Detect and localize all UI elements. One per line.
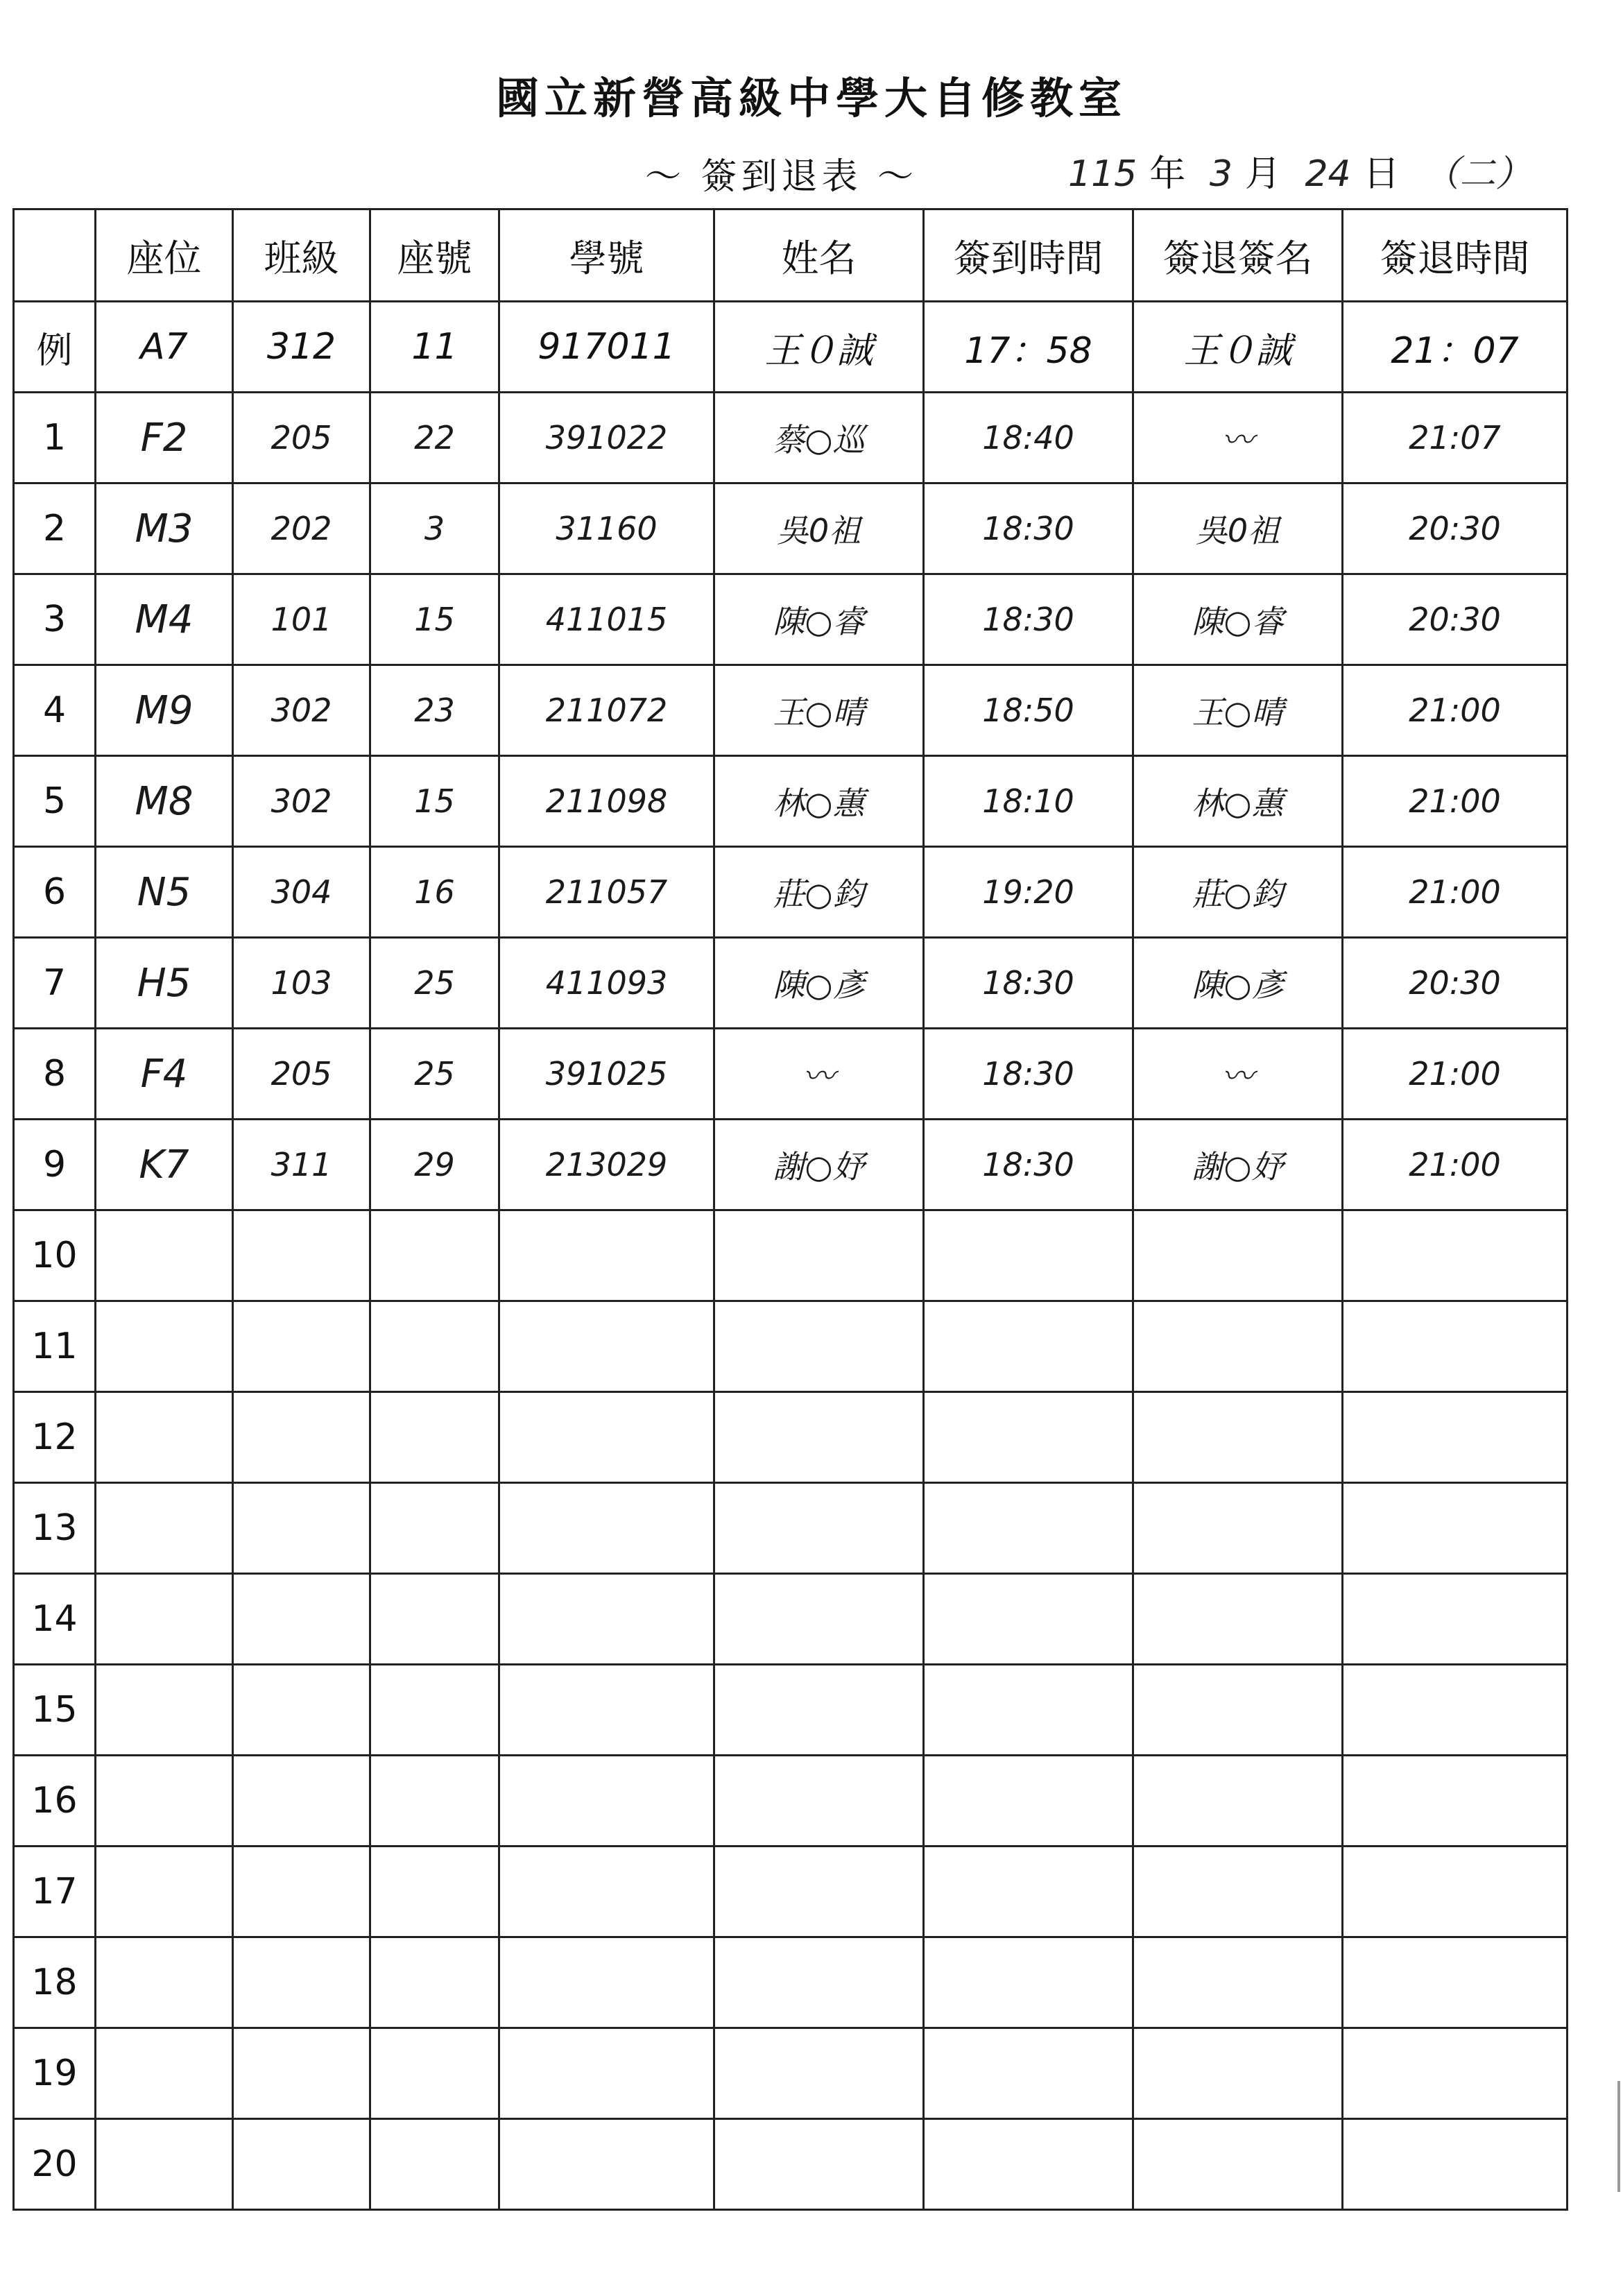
cell-name xyxy=(714,1847,924,1937)
table-row xyxy=(14,2119,1568,2210)
cell-sign-in-time: 18:50 xyxy=(924,665,1133,756)
cell-class: 103 xyxy=(233,938,370,1029)
row-label: 5 xyxy=(14,756,96,847)
cell-class xyxy=(233,1210,370,1301)
cell-sign-in-time xyxy=(924,1483,1133,1574)
cell-student-id: 213029 xyxy=(499,1120,714,1210)
cell-class xyxy=(233,1483,370,1574)
cell-class: 205 xyxy=(233,393,370,483)
cell-class: 101 xyxy=(233,574,370,665)
date-weekday: （二） xyxy=(1423,153,1532,195)
cell-sign-out-time xyxy=(1343,1210,1568,1301)
cell-sign-out-time xyxy=(1343,1301,1568,1392)
row-label: 4 xyxy=(14,665,96,756)
col-header-number: 座號 xyxy=(370,209,499,302)
table-row xyxy=(14,1847,1568,1937)
row-label: 15 xyxy=(14,1665,96,1756)
row-label: 10 xyxy=(14,1210,96,1301)
table-row xyxy=(14,1029,1568,1120)
table-row xyxy=(14,483,1568,574)
cell-student-id xyxy=(499,1937,714,2028)
cell-sign-out-name xyxy=(1133,2028,1343,2119)
table-row xyxy=(14,1301,1568,1392)
cell-seat xyxy=(96,1210,233,1301)
date-month-unit: 月 xyxy=(1244,153,1281,195)
cell-number xyxy=(370,1665,499,1756)
cell-number xyxy=(370,1937,499,2028)
cell-sign-out-name xyxy=(1133,1392,1343,1483)
cell-number xyxy=(370,2028,499,2119)
cell-name xyxy=(714,1937,924,2028)
cell-sign-out-time xyxy=(1343,2119,1568,2210)
cell-sign-out-name xyxy=(1133,1665,1343,1756)
cell-number: 23 xyxy=(370,665,499,756)
cell-student-id: 211098 xyxy=(499,756,714,847)
cell-seat xyxy=(96,1574,233,1665)
row-label: 例 xyxy=(14,302,96,393)
cell-sign-out-name xyxy=(1133,1574,1343,1665)
cell-name: 陳○彥 xyxy=(714,938,924,1029)
sign-in-out-table xyxy=(12,208,1568,2211)
cell-seat xyxy=(96,1483,233,1574)
cell-seat xyxy=(96,2028,233,2119)
table-row xyxy=(14,2028,1568,2119)
cell-sign-out-name: 莊○鈞 xyxy=(1133,847,1343,938)
cell-sign-out-name: 吳0祖 xyxy=(1133,483,1343,574)
cell-student-id xyxy=(499,1756,714,1847)
cell-sign-out-name xyxy=(1133,2119,1343,2210)
cell-name xyxy=(714,1574,924,1665)
cell-sign-out-time xyxy=(1343,1756,1568,1847)
cell-seat xyxy=(96,2119,233,2210)
row-label: 7 xyxy=(14,938,96,1029)
cell-number xyxy=(370,1756,499,1847)
cell-class: 302 xyxy=(233,756,370,847)
date-year: 115 xyxy=(1068,153,1137,195)
cell-sign-in-time: 18:30 xyxy=(924,1029,1133,1120)
row-label: 14 xyxy=(14,1574,96,1665)
table-row xyxy=(14,1120,1568,1210)
cell-student-id: 391022 xyxy=(499,393,714,483)
cell-sign-in-time: 18:10 xyxy=(924,756,1133,847)
row-label: 16 xyxy=(14,1756,96,1847)
cell-name xyxy=(714,1665,924,1756)
cell-seat: M4 xyxy=(96,574,233,665)
cell-sign-out-time: 20:30 xyxy=(1343,574,1568,665)
row-label: 19 xyxy=(14,2028,96,2119)
table-row xyxy=(14,756,1568,847)
cell-sign-out-time: 21:07 xyxy=(1343,393,1568,483)
cell-sign-out-time: 20:30 xyxy=(1343,938,1568,1029)
cell-seat xyxy=(96,1301,233,1392)
cell-student-id xyxy=(499,2119,714,2210)
table-row xyxy=(14,665,1568,756)
cell-class xyxy=(233,1301,370,1392)
row-label: 20 xyxy=(14,2119,96,2210)
table-row xyxy=(14,1665,1568,1756)
scan-margin-mark xyxy=(1617,2081,1620,2192)
col-header-name: 姓名 xyxy=(714,209,924,302)
cell-student-id xyxy=(499,1301,714,1392)
cell-seat xyxy=(96,1665,233,1756)
cell-sign-out-time: 20:30 xyxy=(1343,483,1568,574)
cell-student-id: 211072 xyxy=(499,665,714,756)
cell-sign-out-time xyxy=(1343,1483,1568,1574)
row-label: 11 xyxy=(14,1301,96,1392)
row-label: 6 xyxy=(14,847,96,938)
cell-class xyxy=(233,1847,370,1937)
row-label: 2 xyxy=(14,483,96,574)
cell-class xyxy=(233,1937,370,2028)
cell-sign-out-time xyxy=(1343,1574,1568,1665)
cell-sign-out-time: 21:00 xyxy=(1343,1120,1568,1210)
cell-student-id: 917011 xyxy=(499,302,714,393)
col-header-index xyxy=(14,209,96,302)
cell-sign-out-time: 21:00 xyxy=(1343,665,1568,756)
date-year-unit: 年 xyxy=(1149,153,1186,195)
cell-name: 林○蕙 xyxy=(714,756,924,847)
cell-sign-in-time: 19:20 xyxy=(924,847,1133,938)
cell-student-id: 211057 xyxy=(499,847,714,938)
cell-seat xyxy=(96,1847,233,1937)
cell-seat: M8 xyxy=(96,756,233,847)
col-header-seat: 座位 xyxy=(96,209,233,302)
row-label: 17 xyxy=(14,1847,96,1937)
cell-sign-in-time: 17：58 xyxy=(924,302,1133,393)
cell-sign-out-name xyxy=(1133,1301,1343,1392)
cell-sign-in-time: 18:40 xyxy=(924,393,1133,483)
cell-name xyxy=(714,1392,924,1483)
cell-number: 25 xyxy=(370,1029,499,1120)
entry-rows xyxy=(14,393,1568,2210)
cell-seat: F2 xyxy=(96,393,233,483)
row-label: 18 xyxy=(14,1937,96,2028)
cell-student-id: 411015 xyxy=(499,574,714,665)
cell-class xyxy=(233,1756,370,1847)
cell-number xyxy=(370,1847,499,1937)
cell-class: 304 xyxy=(233,847,370,938)
cell-name xyxy=(714,2119,924,2210)
cell-sign-in-time xyxy=(924,1756,1133,1847)
cell-sign-out-time xyxy=(1343,2028,1568,2119)
cell-sign-out-name: 〰 xyxy=(1133,1029,1343,1120)
cell-name: 蔡○巡 xyxy=(714,393,924,483)
table-row xyxy=(14,1210,1568,1301)
cell-seat: K7 xyxy=(96,1120,233,1210)
form-subtitle: ～ 簽到退表 ～ xyxy=(645,156,918,198)
cell-sign-out-time xyxy=(1343,1847,1568,1937)
cell-student-id xyxy=(499,2028,714,2119)
cell-sign-in-time xyxy=(924,1392,1133,1483)
header-row xyxy=(14,209,1568,302)
cell-name xyxy=(714,2028,924,2119)
cell-number xyxy=(370,1210,499,1301)
cell-sign-out-time xyxy=(1343,1665,1568,1756)
cell-seat: F4 xyxy=(96,1029,233,1120)
cell-sign-out-name: 王○晴 xyxy=(1133,665,1343,756)
table-row xyxy=(14,938,1568,1029)
table-row xyxy=(14,1392,1568,1483)
date-day-unit: 日 xyxy=(1363,153,1400,195)
cell-seat xyxy=(96,1756,233,1847)
cell-name xyxy=(714,1210,924,1301)
cell-seat: N5 xyxy=(96,847,233,938)
table-row xyxy=(14,847,1568,938)
table-row xyxy=(14,1574,1568,1665)
cell-seat xyxy=(96,1392,233,1483)
cell-name: 陳○睿 xyxy=(714,574,924,665)
cell-student-id xyxy=(499,1483,714,1574)
cell-class xyxy=(233,2119,370,2210)
cell-number xyxy=(370,2119,499,2210)
cell-number: 11 xyxy=(370,302,499,393)
cell-student-id: 31160 xyxy=(499,483,714,574)
cell-sign-in-time xyxy=(924,1937,1133,2028)
cell-sign-out-name: 陳○睿 xyxy=(1133,574,1343,665)
cell-sign-out-time: 21：07 xyxy=(1343,302,1568,393)
cell-number xyxy=(370,1301,499,1392)
col-header-sign-in-time: 簽到時間 xyxy=(924,209,1133,302)
cell-number: 25 xyxy=(370,938,499,1029)
cell-student-id xyxy=(499,1847,714,1937)
form-title: 國立新營高級中學大自修教室 xyxy=(495,73,1127,123)
cell-name: 謝○妤 xyxy=(714,1120,924,1210)
row-label: 1 xyxy=(14,393,96,483)
cell-class: 205 xyxy=(233,1029,370,1120)
cell-seat: A7 xyxy=(96,302,233,393)
cell-sign-out-name xyxy=(1133,1937,1343,2028)
cell-sign-out-time: 21:00 xyxy=(1343,847,1568,938)
cell-sign-out-time xyxy=(1343,1392,1568,1483)
table-row xyxy=(14,574,1568,665)
cell-number xyxy=(370,1483,499,1574)
col-header-sign-out-time: 簽退時間 xyxy=(1343,209,1568,302)
row-label: 13 xyxy=(14,1483,96,1574)
cell-number: 3 xyxy=(370,483,499,574)
col-header-student-id: 學號 xyxy=(499,209,714,302)
cell-sign-out-name xyxy=(1133,1847,1343,1937)
row-label: 3 xyxy=(14,574,96,665)
cell-sign-in-time xyxy=(924,2028,1133,2119)
col-header-sign-out-name: 簽退簽名 xyxy=(1133,209,1343,302)
cell-class: 202 xyxy=(233,483,370,574)
cell-sign-out-name: 王０誠 xyxy=(1133,302,1343,393)
row-label: 12 xyxy=(14,1392,96,1483)
cell-number xyxy=(370,1574,499,1665)
cell-sign-out-name: 謝○妤 xyxy=(1133,1120,1343,1210)
cell-sign-out-name xyxy=(1133,1756,1343,1847)
table-row xyxy=(14,1937,1568,2028)
table-row xyxy=(14,1756,1568,1847)
table-row xyxy=(14,393,1568,483)
cell-sign-out-time xyxy=(1343,1937,1568,2028)
row-label: 9 xyxy=(14,1120,96,1210)
cell-sign-in-time: 18:30 xyxy=(924,1120,1133,1210)
cell-student-id xyxy=(499,1210,714,1301)
cell-name xyxy=(714,1756,924,1847)
cell-sign-out-name: 〰 xyxy=(1133,393,1343,483)
cell-class: 311 xyxy=(233,1120,370,1210)
cell-class: 302 xyxy=(233,665,370,756)
cell-student-id xyxy=(499,1392,714,1483)
cell-sign-out-time: 21:00 xyxy=(1343,1029,1568,1120)
cell-name: 莊○鈞 xyxy=(714,847,924,938)
cell-sign-out-name: 陳○彥 xyxy=(1133,938,1343,1029)
cell-sign-out-time: 21:00 xyxy=(1343,756,1568,847)
cell-class: 312 xyxy=(233,302,370,393)
cell-name: 王○晴 xyxy=(714,665,924,756)
cell-student-id: 391025 xyxy=(499,1029,714,1120)
date-month: 3 xyxy=(1209,153,1233,195)
cell-sign-in-time xyxy=(924,1665,1133,1756)
cell-sign-out-name xyxy=(1133,1483,1343,1574)
cell-seat: M9 xyxy=(96,665,233,756)
cell-sign-in-time xyxy=(924,1847,1133,1937)
cell-number: 29 xyxy=(370,1120,499,1210)
cell-name: 王０誠 xyxy=(714,302,924,393)
cell-name: 〰 xyxy=(714,1029,924,1120)
cell-sign-in-time: 18:30 xyxy=(924,938,1133,1029)
cell-student-id xyxy=(499,1665,714,1756)
cell-class xyxy=(233,2028,370,2119)
cell-number xyxy=(370,1392,499,1483)
cell-name xyxy=(714,1301,924,1392)
example-row xyxy=(14,302,1568,393)
row-label: 8 xyxy=(14,1029,96,1120)
cell-sign-in-time: 18:30 xyxy=(924,483,1133,574)
cell-seat: H5 xyxy=(96,938,233,1029)
cell-student-id xyxy=(499,1574,714,1665)
cell-name: 吳0祖 xyxy=(714,483,924,574)
cell-class xyxy=(233,1392,370,1483)
cell-sign-in-time xyxy=(924,1210,1133,1301)
date-day: 24 xyxy=(1305,153,1351,195)
cell-name xyxy=(714,1483,924,1574)
cell-sign-in-time: 18:30 xyxy=(924,574,1133,665)
cell-number: 16 xyxy=(370,847,499,938)
table-row xyxy=(14,1483,1568,1574)
cell-student-id: 411093 xyxy=(499,938,714,1029)
cell-sign-out-name xyxy=(1133,1210,1343,1301)
cell-number: 15 xyxy=(370,574,499,665)
cell-seat xyxy=(96,1937,233,2028)
cell-class xyxy=(233,1574,370,1665)
cell-sign-in-time xyxy=(924,2119,1133,2210)
col-header-class: 班級 xyxy=(233,209,370,302)
cell-sign-in-time xyxy=(924,1574,1133,1665)
cell-class xyxy=(233,1665,370,1756)
cell-sign-in-time xyxy=(924,1301,1133,1392)
date-line xyxy=(1068,144,1544,196)
cell-seat: M3 xyxy=(96,483,233,574)
cell-number: 15 xyxy=(370,756,499,847)
cell-sign-out-name: 林○蕙 xyxy=(1133,756,1343,847)
cell-number: 22 xyxy=(370,393,499,483)
